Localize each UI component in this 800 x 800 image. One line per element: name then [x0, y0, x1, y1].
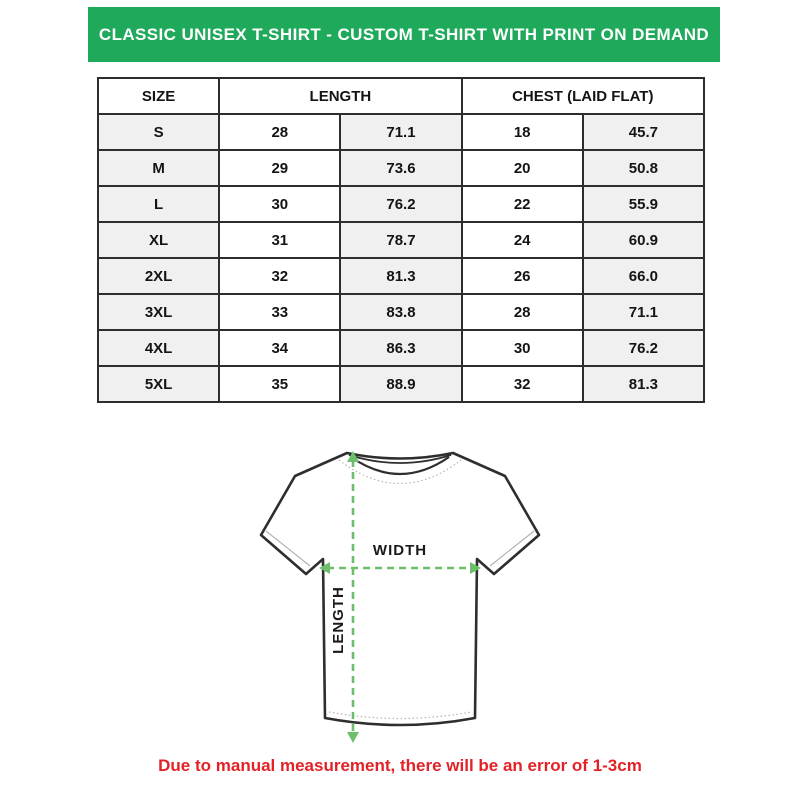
cell-chest-in: 22 [462, 186, 583, 222]
width-label: WIDTH [372, 542, 428, 559]
tshirt-measurement-diagram [250, 433, 550, 753]
cell-length-in: 28 [219, 114, 340, 150]
cell-length-cm: 81.3 [340, 258, 461, 294]
column-header-size: SIZE [98, 78, 219, 114]
cell-size: 4XL [98, 330, 219, 366]
table-row [98, 294, 704, 330]
measurement-disclaimer: Due to manual measurement, there will be an error of 1-3cm [158, 756, 642, 775]
cell-chest-in: 32 [462, 366, 583, 402]
cell-length-in: 35 [219, 366, 340, 402]
cell-length-cm: 76.2 [340, 186, 461, 222]
cell-chest-cm: 55.9 [583, 186, 704, 222]
cell-chest-in: 18 [462, 114, 583, 150]
size-chart-table [97, 77, 705, 403]
table-row [98, 114, 704, 150]
cell-length-cm: 83.8 [340, 294, 461, 330]
cell-chest-in: 20 [462, 150, 583, 186]
table-row [98, 222, 704, 258]
table-row [98, 258, 704, 294]
cell-length-cm: 88.9 [340, 366, 461, 402]
cell-length-in: 29 [219, 150, 340, 186]
cell-length-in: 31 [219, 222, 340, 258]
page-title: CLASSIC UNISEX T-SHIRT - CUSTOM T-SHIRT WITH PRINT ON DEMAND [98, 24, 710, 44]
cell-chest-cm: 76.2 [583, 330, 704, 366]
cell-size: XL [98, 222, 219, 258]
cell-chest-cm: 60.9 [583, 222, 704, 258]
cell-size: 5XL [98, 366, 219, 402]
cell-size: S [98, 114, 219, 150]
cell-length-in: 33 [219, 294, 340, 330]
table-row [98, 186, 704, 222]
cell-chest-cm: 71.1 [583, 294, 704, 330]
cell-size: 3XL [98, 294, 219, 330]
cell-chest-cm: 66.0 [583, 258, 704, 294]
cell-chest-in: 28 [462, 294, 583, 330]
cell-chest-in: 24 [462, 222, 583, 258]
cell-chest-cm: 50.8 [583, 150, 704, 186]
length-arrowhead-bottom [347, 732, 359, 743]
column-header-length: LENGTH [219, 78, 461, 114]
column-header-chest: CHEST (LAID FLAT) [462, 78, 704, 114]
tshirt-outline [261, 453, 539, 725]
cell-size: L [98, 186, 219, 222]
table-header-row [98, 78, 704, 114]
cell-length-in: 32 [219, 258, 340, 294]
cell-length-in: 34 [219, 330, 340, 366]
cell-size: M [98, 150, 219, 186]
cell-length-cm: 78.7 [340, 222, 461, 258]
cell-length-cm: 86.3 [340, 330, 461, 366]
tshirt-diagram-svg [250, 433, 550, 753]
table-row [98, 150, 704, 186]
cell-chest-in: 30 [462, 330, 583, 366]
cell-length-cm: 71.1 [340, 114, 461, 150]
table-row [98, 366, 704, 402]
cell-chest-cm: 81.3 [583, 366, 704, 402]
cell-length-cm: 73.6 [340, 150, 461, 186]
table-row [98, 330, 704, 366]
cell-length-in: 30 [219, 186, 340, 222]
cell-chest-in: 26 [462, 258, 583, 294]
length-label: LENGTH [329, 586, 347, 654]
cell-chest-cm: 45.7 [583, 114, 704, 150]
size-chart-container [97, 77, 705, 403]
cell-size: 2XL [98, 258, 219, 294]
title-banner [88, 7, 720, 62]
